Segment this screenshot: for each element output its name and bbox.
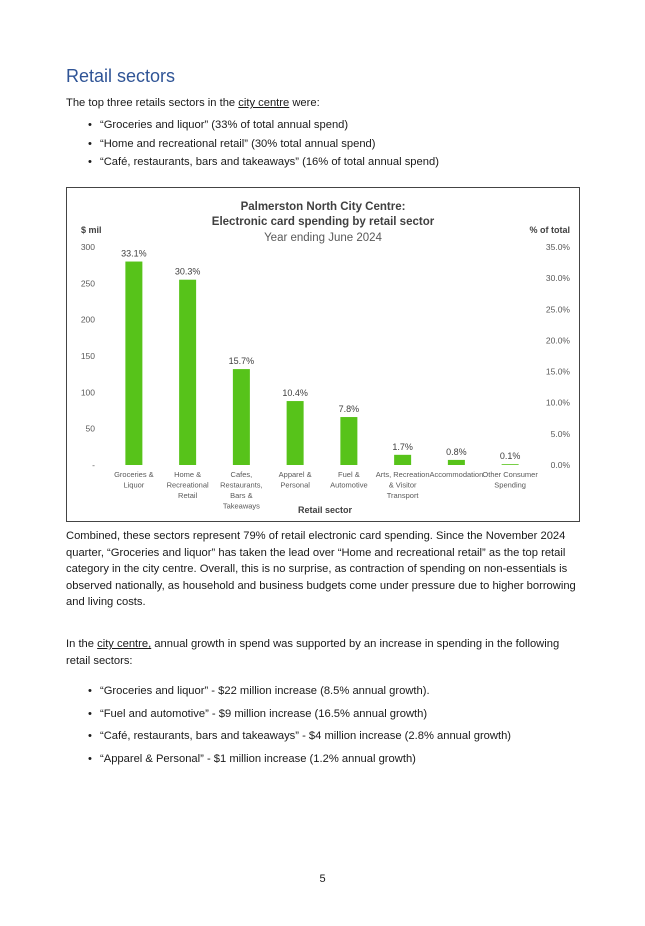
growth-sectors-list (66, 680, 511, 770)
y-left-tick-label: - (92, 460, 95, 470)
list-item: • “Groceries and liquor” (33% of total annual spend) (66, 116, 439, 135)
category-tick-label: Other Consumer (482, 470, 538, 479)
y-right-tick-label: 35.0% (545, 242, 570, 252)
category-tick-label: Accommodation (429, 470, 484, 479)
y-left-tick-label: 200 (80, 314, 95, 325)
bar (448, 460, 465, 465)
y-right-tick-label: 0.0% (550, 460, 570, 470)
growth-text-before: In the (66, 638, 98, 650)
intro-text-after: were: (289, 97, 320, 109)
category-tick-label: Groceries & (114, 470, 154, 479)
list-item: • “Apparel & Personal” - $1 million increase (1.2% annual growth) (66, 748, 511, 771)
bar (287, 401, 304, 465)
list-item: • “Fuel and automotive” - $9 million increase (16.5% annual growth) (66, 703, 511, 726)
bar-data-label: 10.4% (282, 388, 308, 399)
category-tick-label: Takeaways (222, 501, 260, 511)
bar-data-label: 0.1% (499, 451, 521, 462)
y-left-tick-label: 250 (80, 278, 95, 289)
growth-text-after: annual growth in spend was supported by an increase in spending in the following retail sectors: (66, 638, 560, 667)
y-left-tick-label: 50 (85, 423, 95, 434)
bar (233, 369, 250, 465)
y-axis-right-label: % of total (529, 225, 570, 235)
category-tick-label: Liquor (123, 480, 145, 490)
y-axis-right-ticks (546, 242, 571, 470)
bar (179, 280, 196, 465)
top-sectors-list (66, 116, 439, 172)
y-right-tick-label: 20.0% (545, 335, 570, 346)
category-tick-label: Restaurants, (220, 480, 263, 490)
city-centre-link[interactable]: city centre (238, 97, 290, 109)
bar (502, 464, 519, 465)
list-item: • “Café, restaurants, bars and takeaways” - $4 million increase (2.8% annual growth) (66, 725, 511, 748)
y-left-tick-label: 300 (80, 242, 95, 252)
y-right-tick-label: 5.0% (550, 428, 570, 439)
chart-subtitle: Year ending June 2024 (264, 232, 382, 244)
list-item: • “Home and recreational retail” (30% total annual spend) (66, 135, 439, 154)
bars-group (125, 262, 518, 465)
category-tick-label: Spending (494, 480, 526, 490)
y-axis-left-label: $ mil (81, 225, 102, 235)
intro-text-before: The top three retails sectors in the (66, 97, 239, 109)
chart-canvas (67, 188, 579, 521)
x-axis-label: Retail sector (297, 505, 353, 515)
bar-data-label: 0.8% (446, 446, 467, 457)
bar-data-label: 33.1% (121, 248, 147, 259)
spending-chart (66, 187, 580, 522)
bar (394, 455, 411, 465)
chart-title-line1: Palmerston North City Centre: (240, 201, 406, 213)
intro-paragraph (66, 95, 581, 112)
y-right-tick-label: 25.0% (545, 304, 570, 315)
y-right-tick-label: 30.0% (545, 273, 570, 284)
bar (340, 417, 357, 465)
bar-data-label: 7.8% (338, 404, 360, 415)
category-tick-label: Cafes, (230, 470, 253, 479)
category-tick-label: Arts, Recreation (375, 470, 430, 479)
category-tick-label: Bars & (230, 491, 253, 500)
y-right-tick-label: 10.0% (545, 397, 570, 408)
list-item: • “Café, restaurants, bars and takeaways” (16% of total annual spend) (66, 153, 439, 172)
category-tick-label: Fuel & (338, 470, 360, 479)
category-tick-label: Recreational (166, 480, 209, 490)
category-tick-label: Transport (386, 491, 419, 500)
city-centre-link-2[interactable]: city centre, (97, 638, 152, 650)
bar-data-label: 15.7% (228, 356, 255, 367)
combined-paragraph: Combined, these sectors represent 79% of retail electronic card spending. Since the November 2024 quarter, “Groceries and liquor” has taken the lead over “Home and recreational retail” as the top retail category in the city centre. Overall, this is no surprise, as contraction of spending on non-essentials is observed nationally, as household and business budgets come under pressure due to higher borrowing and living costs. (66, 530, 576, 608)
growth-intro-paragraph (66, 636, 581, 669)
category-tick-label: Home & (174, 470, 202, 479)
page-number: 5 (319, 873, 326, 885)
y-axis-left-ticks (81, 242, 95, 470)
bar (125, 262, 142, 465)
y-left-tick-label: 150 (80, 351, 95, 361)
y-right-tick-label: 15.0% (545, 366, 570, 377)
category-tick-label: Apparel & (278, 470, 312, 479)
bar-data-label: 1.7% (392, 441, 413, 452)
list-item: • “Groceries and liquor” - $22 million increase (8.5% annual growth). (66, 680, 511, 703)
category-tick-label: Personal (280, 480, 310, 490)
category-tick-label: Retail (178, 491, 198, 500)
category-tick-label: & Visitor (388, 480, 417, 490)
bar-data-label: 30.3% (174, 266, 201, 277)
y-left-tick-label: 100 (80, 387, 95, 398)
section-heading: Retail sectors (66, 66, 176, 86)
chart-title-line2: Electronic card spending by retail sector (211, 216, 435, 228)
category-tick-label: Automotive (330, 480, 368, 490)
